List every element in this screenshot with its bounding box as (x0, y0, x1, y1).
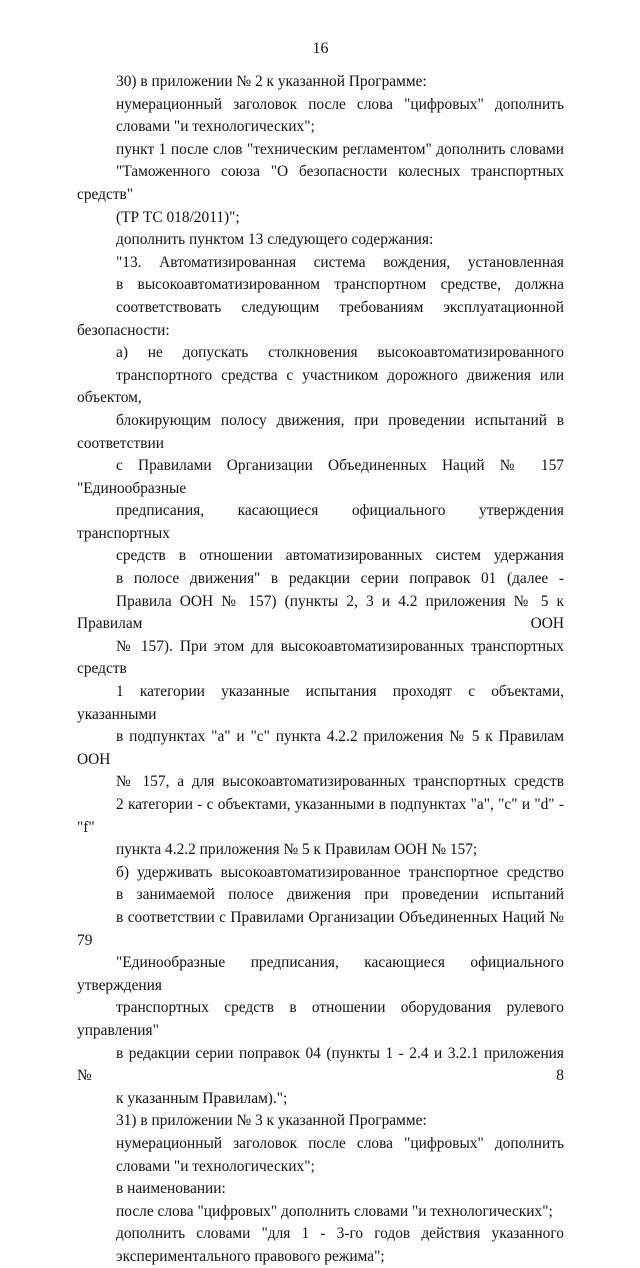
text-line: в редакции серии поправок 04 (пункты 1 - 2.4 и 3.2.1 приложения № 8 (77, 1044, 564, 1085)
text-line: (ТР ТС 018/2011)"; (116, 208, 240, 226)
paragraph (77, 139, 564, 229)
text-line: дополнить пунктом 13 следующего содержания: (116, 231, 434, 249)
text-line: транспортных средств в отношении оборудования рулевого управления" (77, 999, 564, 1039)
text-line: средств в отношении автоматизированных систем удержания (116, 547, 564, 565)
text-line: 1 категории указанные испытания проходят с объектами, указанными (77, 683, 564, 723)
text-line: в полосе движения" в редакции серии поправок 01 (далее - (116, 570, 564, 588)
text-line: предписания, касающиеся официального утверждения транспортных (77, 502, 564, 542)
text-line: в подпунктах "а" и "с" пункта 4.2.2 приложения № 5 к Правилам ООН (77, 728, 564, 768)
text-line: экспериментального правового режима"; (116, 1247, 385, 1265)
text-line: б) удерживать высокоавтоматизированное транспортное средство (116, 863, 564, 881)
paragraph (77, 1223, 564, 1268)
paragraph (77, 94, 564, 139)
text-line: с Правилами Организации Объединенных Наций № 157 "Единообразные (77, 457, 564, 497)
text-line: "Единообразные предписания, касающиеся официального утверждения (77, 954, 564, 994)
paragraph (77, 862, 564, 1111)
text-line: в высокоавтоматизированном транспортном средстве, должна (116, 276, 564, 294)
paragraph (77, 1133, 564, 1178)
text-line: словами "и технологических"; (116, 1157, 315, 1175)
text-line: 31) в приложении № 3 к указанной Программе: (116, 1112, 427, 1130)
text-line: нумерационный заголовок после слова "цифровых" дополнить (116, 1134, 564, 1152)
text-line: в соответствии с Правилами Организации Объединенных Наций № 79 (77, 908, 564, 949)
document-body (77, 71, 564, 1268)
text-line: Правила ООН № 157) (пункты 2, 3 и 4.2 приложения № 5 к Правилам ООН (77, 592, 564, 633)
text-line: в занимаемой полосе движения при проведении испытаний (116, 886, 564, 904)
paragraph (77, 71, 564, 94)
text-line: № 157). При этом для высокоавтоматизированных транспортных средств (77, 637, 564, 678)
text-line: дополнить словами "для 1 - 3-го годов действия указанного (116, 1225, 564, 1243)
paragraph (77, 229, 564, 252)
paragraph (77, 1201, 564, 1224)
text-line: блокирующим полосу движения, при проведении испытаний в соответствии (77, 411, 564, 452)
page-number: 16 (312, 40, 329, 57)
text-line: а) не допускать столкновения высокоавтоматизированного (116, 344, 564, 362)
text-line: в наименовании: (116, 1180, 226, 1198)
text-line: транспортного средства с участником дорожного движения или объектом, (77, 366, 564, 407)
paragraph (77, 342, 564, 862)
text-line: словами "и технологических"; (116, 118, 315, 136)
text-line: после слова "цифровых" дополнить словами "и технологических"; (116, 1202, 553, 1220)
text-line: пункт 1 после слов "техническим регламентом" дополнить словами (116, 140, 564, 158)
text-line: № 157, а для высокоавтоматизированных транспортных средств (116, 773, 564, 791)
text-line: нумерационный заголовок после слова "цифровых" дополнить (116, 95, 564, 113)
text-line: "Таможенного союза "О безопасности колесных транспортных средств" (77, 163, 564, 203)
paragraph (77, 252, 564, 342)
text-line: "13. Автоматизированная система вождения, установленная (116, 253, 564, 271)
text-line: пункта 4.2.2 приложения № 5 к Правилам ООН № 157; (116, 841, 478, 859)
text-line: 30) в приложении № 2 к указанной Программе: (116, 73, 427, 90)
paragraph (77, 1178, 564, 1201)
text-line: соответствовать следующим требованиям эксплуатационной безопасности: (77, 298, 564, 339)
text-line: к указанным Правилам)."; (116, 1089, 288, 1107)
text-line: 2 категории - с объектами, указанными в подпунктах "а", "с" и "d" - "f" (77, 796, 564, 836)
paragraph (77, 1110, 564, 1133)
